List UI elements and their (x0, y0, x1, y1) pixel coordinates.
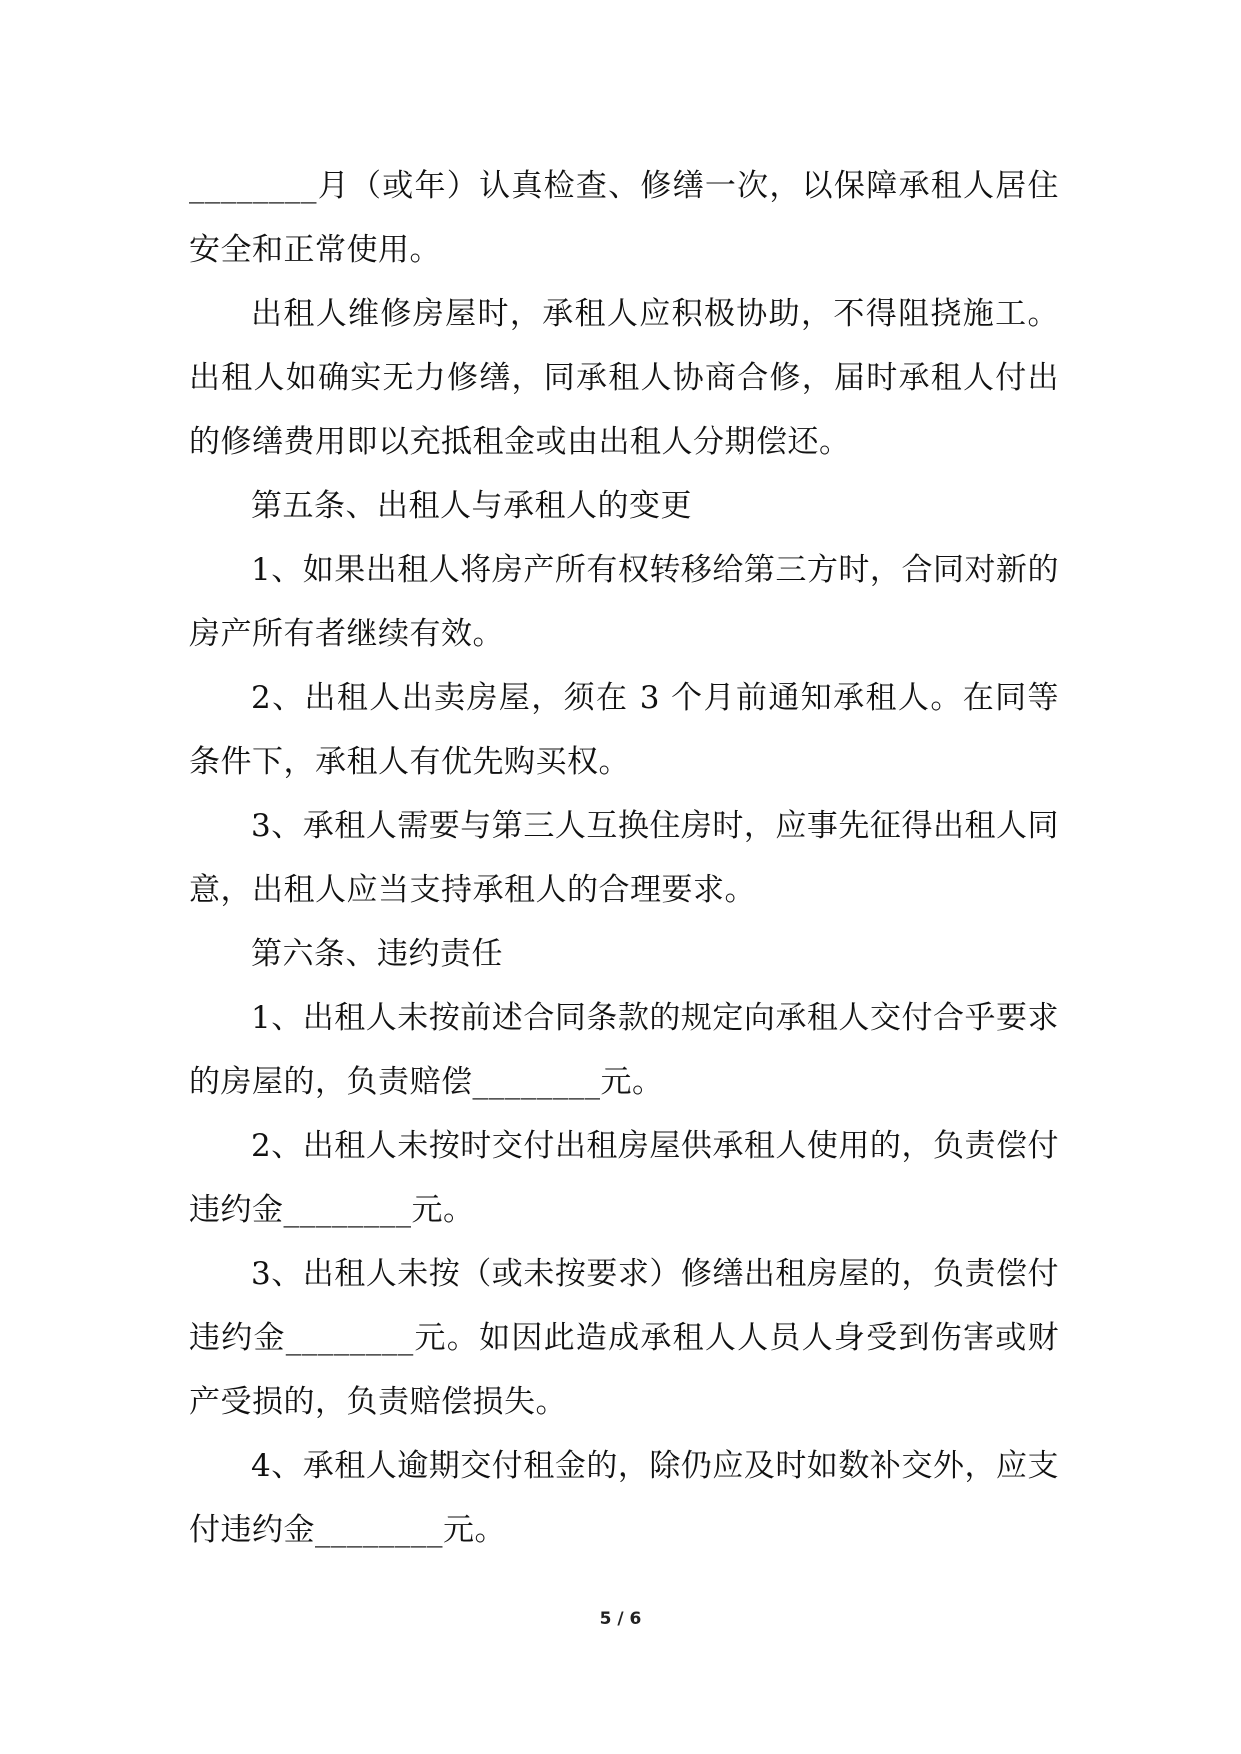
article-five-clause-2: 2、出租人出卖房屋，须在 3 个月前通知承租人。在同等条件下，承租人有优先购买权。 (189, 680, 1059, 780)
article-five-heading: 第五条、出租人与承租人的变更 (251, 488, 692, 524)
article-six-clause-2: 2、出租人未按时交付出租房屋供承租人使用的，负责偿付违约金________元。 (189, 1128, 1059, 1228)
article-six-heading: 第六条、违约责任 (251, 936, 503, 972)
paragraph-repair-cooperation: 出租人维修房屋时，承租人应积极协助，不得阻挠施工。出租人如确实无力修缮，同承租人协商合修，届时承租人付出的修缮费用即以充抵租金或由出租人分期偿还。 (189, 296, 1059, 460)
paragraph-continuation: ________月（或年）认真检查、修缮一次，以保障承租人居住安全和正常使用。 (189, 168, 1059, 268)
page-number: 5 / 6 (599, 1609, 642, 1629)
document-body (189, 154, 1059, 1562)
article-six-clause-3: 3、出租人未按（或未按要求）修缮出租房屋的，负责偿付违约金________元。如因此造成承租人人员人身受到伤害或财产受损的，负责赔偿损失。 (189, 1256, 1059, 1420)
article-five-clause-3: 3、承租人需要与第三人互换住房时，应事先征得出租人同意，出租人应当支持承租人的合理要求。 (189, 808, 1059, 908)
article-five-clause-1: 1、如果出租人将房产所有权转移给第三方时，合同对新的房产所有者继续有效。 (189, 552, 1059, 652)
article-six-clause-1: 1、出租人未按前述合同条款的规定向承租人交付合乎要求的房屋的，负责赔偿________元。 (189, 1000, 1059, 1100)
article-six-clause-4: 4、承租人逾期交付租金的，除仍应及时如数补交外，应支付违约金________元。 (189, 1448, 1059, 1548)
